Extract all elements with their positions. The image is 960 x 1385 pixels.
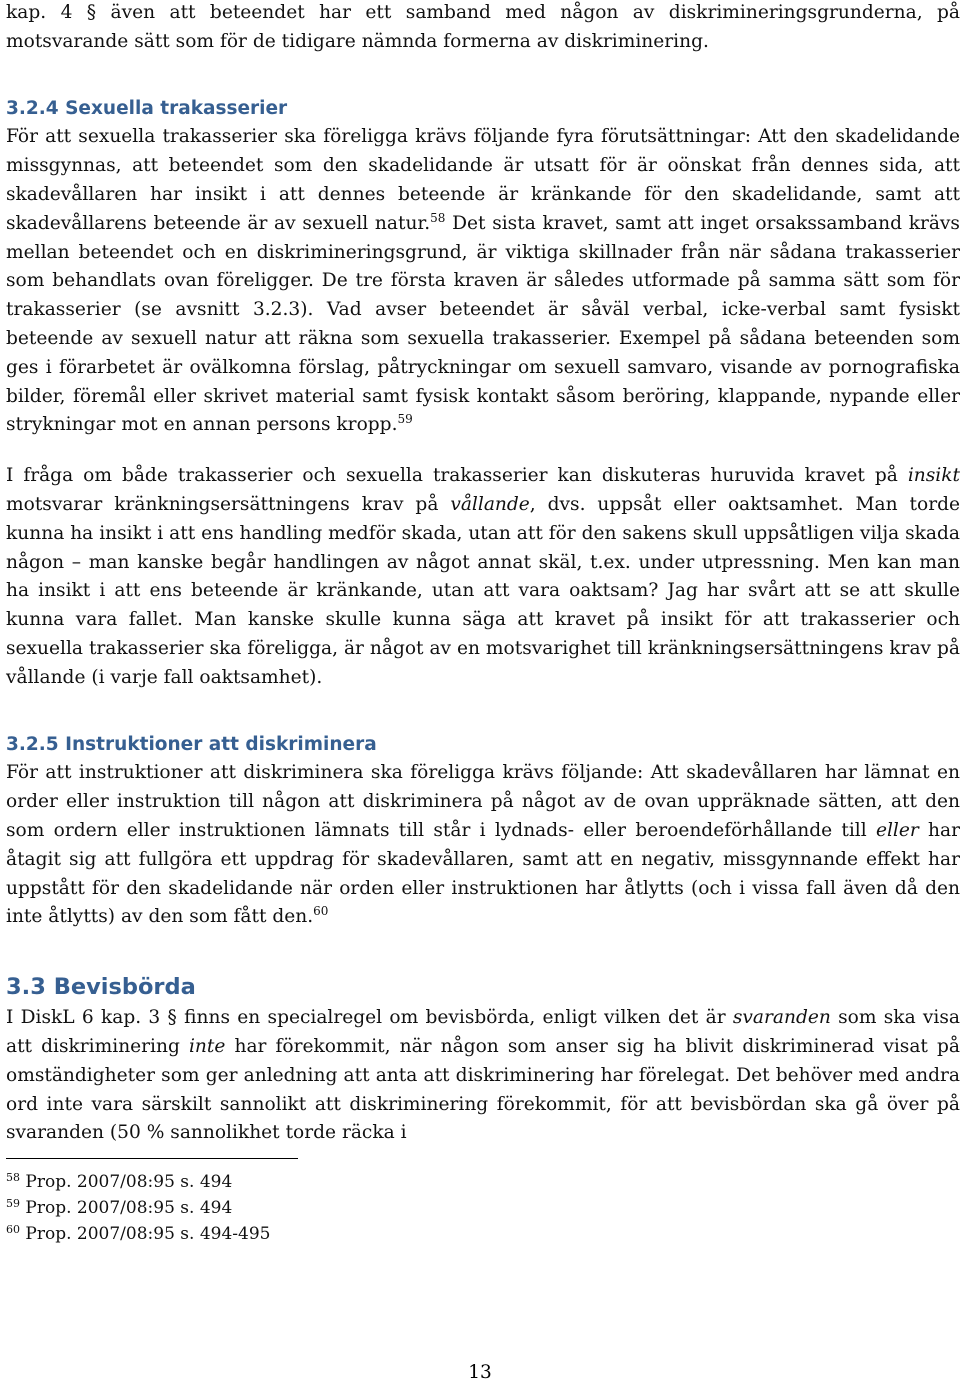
- section-3-2-4-paragraph-1: För att sexuella trakasserier ska föreligga krävs följande fyra förutsättningar: Att den skadelidande missgynnas, att beteendet som den skadelidande är utsatt för är oönskat från dennes sida, att skadevållaren har insikt i att dennes beteende är kränkande för den skadelidande, samt att skadevållarens beteende är av sexuell natur.$^{58}$ Det sista kravet, samt att inget orsakssamband krävs mellan beteendet och en diskrimineringsgrund, är viktiga skillnader från när sådana trakasserier som behandlats ovan föreligger. De tre första kraven är således utformade på samma sätt som för trakasserier (se avsnitt 3.2.3). Vad avser beteendet är såväl verbal, icke-verbal samt fysiskt beteende av sexuell natur att räkna som sexuella trakasserier. Exempel på sådana beteenden som ges i förarbetet är ovälkomna förslag, påtryckningar om sexuell samvaro, visande av pornografiska bilder, föremål eller skrivet material samt fysisk kontakt såsom beröring, klappande, nypande eller strykningar mot en annan persons kropp.$^{59}$: [6, 126, 960, 436]
- footnote-ref-58[interactable]: 58: [430, 210, 446, 225]
- document-page: [6, 0, 960, 1247]
- emphasis-vallande: vållande: [450, 493, 530, 515]
- footnote-59: $^{59}$ Prop. 2007/08:95 s. 494: [6, 1197, 233, 1219]
- footnote-ref-59[interactable]: 59: [397, 412, 413, 427]
- footnote-58: $^{58}$ Prop. 2007/08:95 s. 494: [6, 1171, 233, 1193]
- emphasis-inte: inte: [188, 1035, 226, 1057]
- section-heading-3-2-4: 3.2.4 Sexuella trakasserier: [6, 97, 288, 119]
- section-3-3-paragraph: I DiskL 6 kap. 3 § finns en specialregel om bevisbörda, enligt vilken det är svaranden som ska visa att diskriminering inte har förekommit, när någon som anser sig ha blivit diskriminerad visat på omständigheter som ger anledning att anta att diskriminering har förelegat. Det behöver med andra ord inte vara särskilt sannolikt att diskriminering förekommit, för att bevisbördan ska gå över på svaranden (50 % sannolikhet torde räcka i: [6, 1007, 960, 1144]
- emphasis-eller: eller: [875, 819, 919, 841]
- section-heading-3-2-5: 3.2.5 Instruktioner att diskriminera: [6, 733, 377, 755]
- section-3-2-5-paragraph: För att instruktioner att diskriminera ska föreligga krävs följande: Att skadevållaren har lämnat en order eller instruktion till någon att diskriminera på något av de ovan uppräknade sätten, att den som ordern eller instruktionen lämnats till står i lydnads- eller beroendeförhållande till eller har åtagit sig att fullgöra ett uppdrag för skadevållaren, samt att en negativ, missgynnande effekt har uppstått för den skadelidande när orden eller instruktionen har åtlytts (och i vissa fall även då den inte åtlytts) av den som fått den.$^{60}$: [6, 762, 960, 928]
- footnote-divider: [6, 1158, 298, 1159]
- section-heading-3-3: 3.3 Bevisbörda: [6, 974, 196, 1001]
- page-number: 13: [468, 1362, 492, 1383]
- footnote-ref-60[interactable]: 60: [313, 904, 329, 919]
- intro-paragraph: kap. 4 § även att beteendet har ett samband med någon av diskrimineringsgrunderna, på motsvarande sätt som för de tidigare nämnda formerna av diskriminering.: [6, 2, 960, 52]
- footnotes: [6, 1169, 960, 1247]
- footnote-60: $^{60}$ Prop. 2007/08:95 s. 494-495: [6, 1223, 271, 1245]
- emphasis-svaranden: svaranden: [732, 1007, 831, 1029]
- emphasis-insikt: insikt: [907, 465, 960, 487]
- section-3-2-4-paragraph-2: I fråga om både trakasserier och sexuella trakasserier kan diskuteras huruvida kravet på insikt motsvarar kränkningsersättningens krav på vållande, dvs. uppsåt eller oaktsamhet. Man torde kunna ha insikt i att ens handling medför skada, utan att för den sakens skull uppsåtligen vilja skada någon – man kanske begår handlingen av något annat skäl, t.ex. under utpressning. Men kan man ha insikt i att ens beteende är kränkande, utan att vara oaktsam? Jag har svårt att se att skulle kunna vara fallet. Man kanske skulle kunna säga att kravet på insikt för att trakasserier och sexuella trakasserier ska föreligga, är något av en motsvarighet till kränkningsersättningens krav på vållande (i varje fall oaktsamhet).: [6, 465, 960, 688]
